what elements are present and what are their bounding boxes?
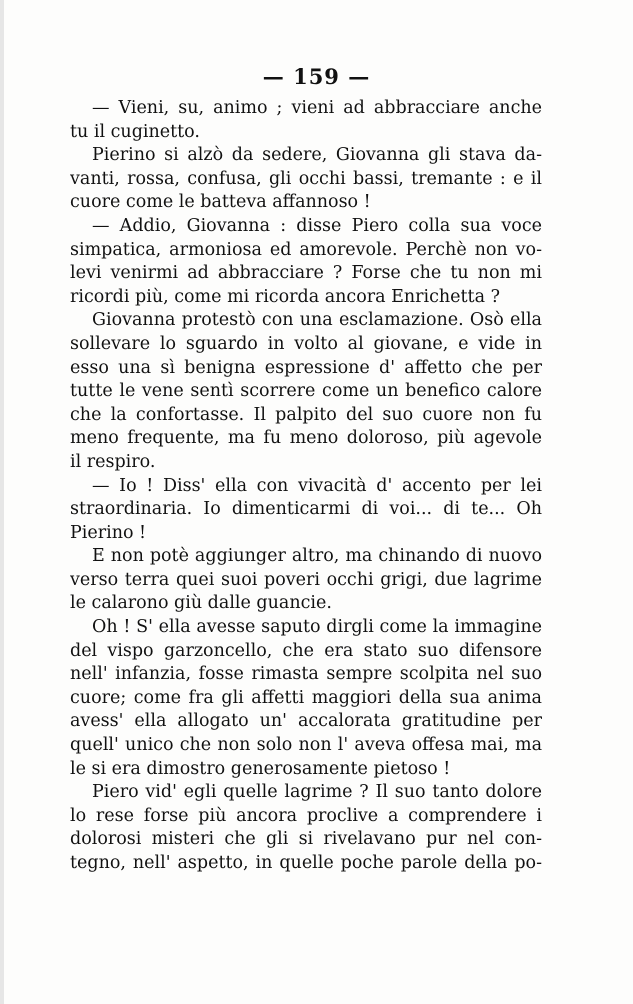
text-line: sollevare lo sguardo in volto al giovane, e vide in [70,333,542,354]
text-line: — Io ! Diss' ella con vivacità d' accento per lei [92,475,542,496]
text-line: levi venirmi ad abbracciare ? Forse che tu non mi [70,263,542,284]
text-line: che la confortasse. Il palpito del suo cuore non fu [70,404,542,425]
text-line: Piero vid' egli quelle lagrime ? Il suo tanto dolore [92,782,542,803]
text-line: lo rese forse più ancora proclive a comprendere i [70,805,542,826]
text-line: tegno, nell' aspetto, in quelle poche parole della po- [70,853,542,873]
text-line: del vispo garzoncello, che era stato suo difensore [70,640,542,661]
text-line: il respiro. [70,451,156,472]
text-line: — Addio, Giovanna : disse Piero colla sua voce [92,215,542,236]
text-line: nell' infanzia, fosse rimasta sempre scolpita nel suo [70,664,542,685]
text-line: le calarono giù dalle guancie. [70,593,332,614]
text-line: ricordi più, come mi ricorda ancora Enrichetta ? [70,286,500,307]
text-line: meno frequente, ma fu meno doloroso, più agevole [70,428,542,449]
text-line: cuore; come fra gli affetti maggiori della sua anima [70,687,542,708]
text-line: cuore come le batteva affannoso ! [70,192,371,213]
text-line: simpatica, armoniosa ed amorevole. Perchè non vo- [70,239,542,260]
text-line: le si era dimostro generosamente pietoso ! [70,758,451,779]
text-line: Pierino si alzò da sedere, Giovanna gli stava da- [92,145,542,166]
text-line: E non potè aggiunger altro, ma chinando di nuovo [92,546,542,567]
text-line: tu il cuginetto. [70,121,200,142]
text-line: esso una sì benigna espressione d' affetto che per [70,357,542,378]
text-line: avess' ella allogato un' accalorata gratitudine per [70,711,542,732]
text-line: verso terra quei suoi poveri occhi grigi, due lagrime [70,569,542,590]
text-line: Oh ! S' ella avesse saputo dirgli come la immagine [92,617,542,638]
text-line: quell' unico che non solo non l' aveva offesa mai, ma [70,735,542,756]
text-line: straordinaria. Io dimenticarmi di voi... di te... Oh [70,499,542,520]
text-line: vanti, rossa, confusa, gli occhi bassi, tremante : e il [70,168,542,189]
body-text [70,97,542,876]
text-line: — Vieni, su, animo ; vieni ad abbracciare anche [92,98,542,118]
text-line: Pierino ! [70,522,147,543]
page-number: — 159 — [262,64,371,89]
page-edge-shadow [0,0,4,1004]
text-line: Giovanna protestò con una esclamazione. Osò ella [92,310,542,331]
text-line: dolorosi misteri che gli si rivelavano pur nel con- [70,829,542,850]
text-line: tutte le vene sentì scorrere come un benefico calore [70,381,542,402]
